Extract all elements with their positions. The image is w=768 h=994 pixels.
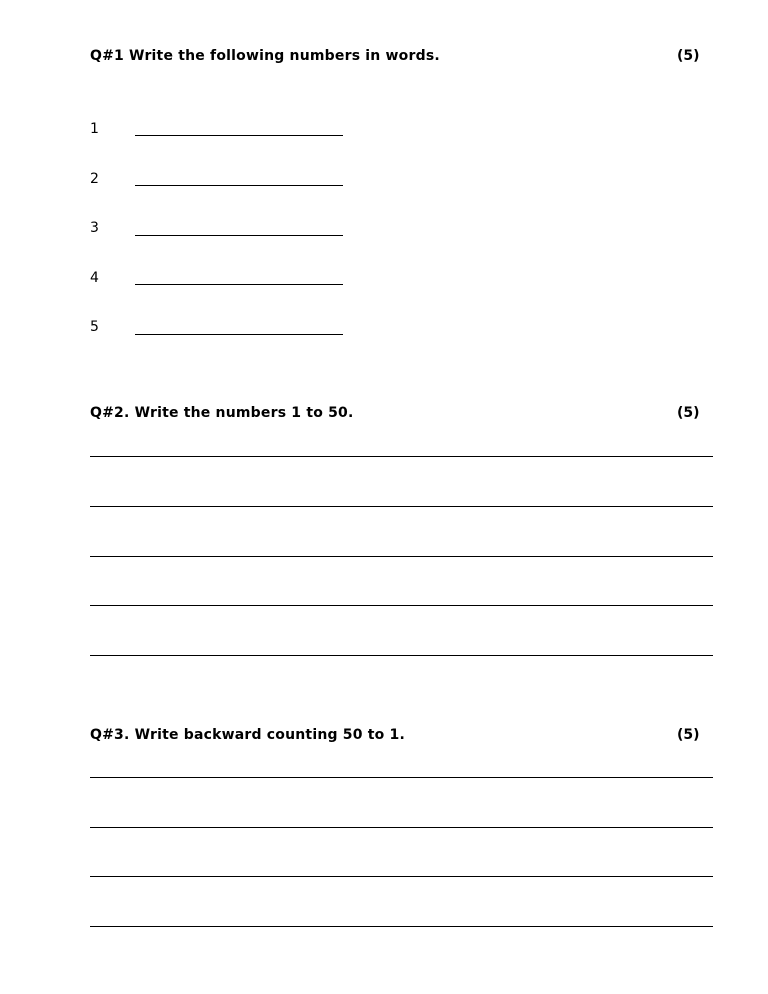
question-2-marks: (5) [677,405,700,421]
answer-line-3[interactable] [135,235,343,236]
question-1-marks: (5) [677,48,700,64]
question-1-title: Q#1 Write the following numbers in words. [90,48,440,64]
writing-line[interactable] [90,926,713,927]
answer-line-5[interactable] [135,334,343,335]
answer-line-2[interactable] [135,185,343,186]
writing-line[interactable] [90,655,713,656]
writing-line[interactable] [90,456,713,457]
question-2-title: Q#2. Write the numbers 1 to 50. [90,405,354,421]
writing-line[interactable] [90,827,713,828]
answer-line-4[interactable] [135,284,343,285]
item-number-2: 2 [90,171,99,187]
writing-line[interactable] [90,876,713,877]
writing-line[interactable] [90,605,713,606]
item-number-4: 4 [90,270,99,286]
question-3-marks: (5) [677,727,700,743]
question-3-title: Q#3. Write backward counting 50 to 1. [90,727,405,743]
writing-line[interactable] [90,556,713,557]
item-number-3: 3 [90,220,99,236]
answer-line-1[interactable] [135,135,343,136]
writing-line[interactable] [90,777,713,778]
writing-line[interactable] [90,506,713,507]
item-number-5: 5 [90,319,99,335]
item-number-1: 1 [90,121,99,137]
